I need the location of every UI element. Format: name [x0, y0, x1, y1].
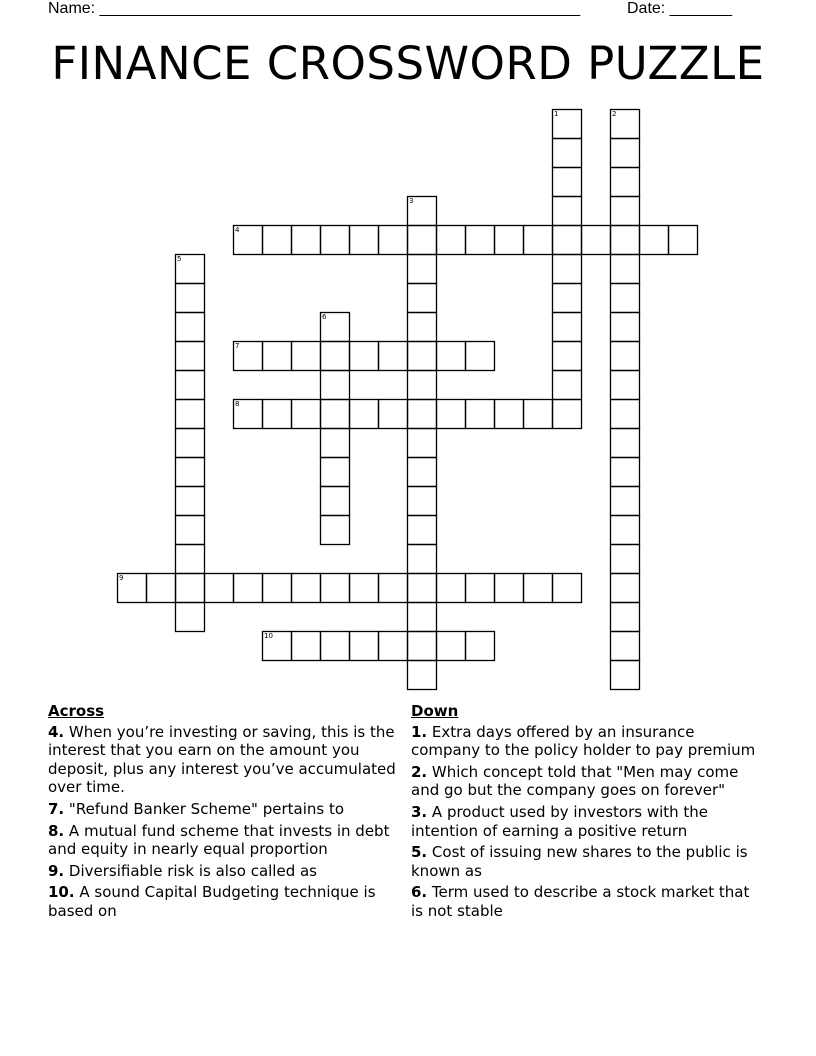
clue-number: 3. — [411, 802, 428, 821]
cell-border — [379, 226, 408, 255]
clue-number-label: 8 — [235, 400, 240, 408]
clue-number-label: 9 — [119, 574, 124, 582]
cell-border — [611, 516, 640, 545]
clue-number-label: 6 — [322, 313, 327, 321]
cell-border — [611, 226, 640, 255]
cell-border — [321, 400, 350, 429]
cell-border — [379, 400, 408, 429]
cell-border — [611, 255, 640, 284]
cell-border — [147, 574, 176, 603]
clue-down-6 — [411, 883, 756, 920]
cell-border — [611, 342, 640, 371]
cell-border — [408, 313, 437, 342]
clue-across-7 — [48, 800, 408, 819]
cell-border — [611, 545, 640, 574]
cell-border — [292, 574, 321, 603]
cell-border — [234, 226, 263, 255]
cell-border — [524, 400, 553, 429]
cell-border — [321, 342, 350, 371]
cell-border — [466, 400, 495, 429]
cell-border — [321, 487, 350, 516]
cell-border — [553, 226, 582, 255]
clue-text: Diversifiable risk is also called as — [68, 861, 317, 880]
cell-border — [263, 632, 292, 661]
cell-border — [553, 371, 582, 400]
cell-border — [466, 574, 495, 603]
clue-down-2 — [411, 763, 756, 800]
cell-border — [118, 574, 147, 603]
cell-border — [321, 458, 350, 487]
cell-border — [553, 197, 582, 226]
cell-border — [611, 574, 640, 603]
cell-border — [553, 313, 582, 342]
cell-border — [437, 632, 466, 661]
cell-border — [408, 342, 437, 371]
cell-border — [437, 342, 466, 371]
cell-border — [553, 255, 582, 284]
cell-border — [350, 400, 379, 429]
cell-border — [524, 226, 553, 255]
cell-border — [379, 342, 408, 371]
cell-border — [408, 487, 437, 516]
cell-border — [176, 516, 205, 545]
cell-border — [611, 487, 640, 516]
clue-across-9 — [48, 862, 408, 881]
cell-border — [408, 545, 437, 574]
cell-border — [234, 574, 263, 603]
cell-border — [466, 342, 495, 371]
cell-border — [495, 400, 524, 429]
cell-border — [437, 400, 466, 429]
clue-across-10 — [48, 883, 408, 920]
cell-border — [321, 429, 350, 458]
cell-border — [553, 168, 582, 197]
cell-border — [408, 197, 437, 226]
cell-border — [176, 255, 205, 284]
cell-border — [408, 429, 437, 458]
cell-border — [495, 226, 524, 255]
cell-border — [350, 632, 379, 661]
cell-border — [292, 226, 321, 255]
cell-border — [524, 574, 553, 603]
cell-border — [321, 226, 350, 255]
cell-border — [611, 313, 640, 342]
cell-border — [553, 342, 582, 371]
clue-text: A mutual fund scheme that invests in debt and equity in nearly equal proportion — [48, 821, 390, 859]
cell-border — [553, 110, 582, 139]
cell-border — [495, 574, 524, 603]
cell-border — [292, 400, 321, 429]
clue-number: 10. — [48, 883, 75, 902]
clue-text: A product used by investors with the intention of earning a positive return — [411, 802, 709, 840]
cell-border — [292, 342, 321, 371]
cell-border — [466, 226, 495, 255]
cell-border — [176, 284, 205, 313]
cell-border — [408, 632, 437, 661]
clue-text: Term used to describe a stock market that is not stable — [411, 883, 750, 920]
cell-border — [437, 226, 466, 255]
cell-border — [408, 226, 437, 255]
cell-border — [408, 574, 437, 603]
clue-number-label: 1 — [554, 110, 559, 118]
cell-border — [611, 661, 640, 690]
clue-across-8 — [48, 822, 408, 859]
clue-number: 8. — [48, 821, 65, 840]
clue-number: 7. — [48, 799, 65, 818]
clue-number-label: 10 — [264, 632, 273, 640]
cell-border — [321, 516, 350, 545]
clue-across-4 — [48, 723, 408, 797]
clue-number: 9. — [48, 861, 65, 880]
cell-border — [176, 371, 205, 400]
cell-border — [611, 284, 640, 313]
down-clues — [411, 702, 756, 924]
name-line: Name: ______________________________________________________ — [48, 0, 581, 17]
cell-border — [263, 574, 292, 603]
cell-border — [611, 110, 640, 139]
cell-border — [263, 226, 292, 255]
cell-border — [234, 400, 263, 429]
clue-number-label: 3 — [409, 197, 414, 205]
cell-border — [321, 574, 350, 603]
cell-border — [205, 574, 234, 603]
cell-border — [408, 661, 437, 690]
cell-border — [611, 168, 640, 197]
cell-border — [640, 226, 669, 255]
cell-border — [611, 458, 640, 487]
cell-border — [379, 632, 408, 661]
cell-border — [263, 400, 292, 429]
cell-border — [263, 342, 292, 371]
cell-border — [321, 371, 350, 400]
cell-border — [553, 574, 582, 603]
cell-border — [176, 400, 205, 429]
cell-border — [292, 632, 321, 661]
across-heading: Across — [48, 702, 105, 720]
cell-border — [408, 371, 437, 400]
clue-down-3 — [411, 803, 756, 840]
cell-border — [176, 458, 205, 487]
clue-text: Which concept told that "Men may come and go but the company goes on forever" — [411, 762, 739, 800]
cell-border — [611, 197, 640, 226]
cell-border — [669, 226, 698, 255]
cell-border — [611, 603, 640, 632]
clue-number: 1. — [411, 722, 428, 741]
cell-border — [234, 342, 263, 371]
clue-text: When you’re investing or saving, this is the interest that you earn on the amount you deposit, plus any interest you’ve accumulated over time. — [48, 722, 396, 797]
cell-border — [176, 545, 205, 574]
cell-border — [553, 400, 582, 429]
clue-number-label: 4 — [235, 226, 240, 234]
clue-number: 2. — [411, 762, 428, 781]
cell-border — [611, 400, 640, 429]
cell-border — [176, 574, 205, 603]
cell-border — [350, 226, 379, 255]
puzzle-title: FINANCE CROSSWORD PUZZLE — [51, 37, 765, 90]
cell-border — [350, 342, 379, 371]
cell-border — [321, 632, 350, 661]
clue-number: 4. — [48, 722, 65, 741]
date-line: Date: _______ — [627, 0, 732, 17]
cell-border — [379, 574, 408, 603]
cell-border — [466, 632, 495, 661]
clue-text: Extra days offered by an insurance company to the policy holder to pay premium — [411, 722, 756, 760]
across-clues — [48, 702, 408, 924]
clue-text: "Refund Banker Scheme" pertains to — [68, 799, 345, 818]
cell-border — [408, 516, 437, 545]
clue-down-5 — [411, 843, 756, 880]
clue-number: 6. — [411, 883, 428, 902]
cell-border — [611, 139, 640, 168]
cell-border — [408, 458, 437, 487]
cell-border — [611, 632, 640, 661]
cell-border — [176, 603, 205, 632]
clue-number-label: 5 — [177, 255, 182, 263]
cell-border — [408, 603, 437, 632]
cell-border — [553, 139, 582, 168]
cell-border — [611, 371, 640, 400]
clue-text: A sound Capital Budgeting technique is based on — [48, 883, 376, 920]
cell-border — [582, 226, 611, 255]
cell-border — [408, 284, 437, 313]
down-heading: Down — [411, 702, 459, 720]
clue-number: 5. — [411, 843, 428, 862]
cell-border — [321, 313, 350, 342]
cell-border — [350, 574, 379, 603]
cell-border — [611, 429, 640, 458]
cell-border — [553, 284, 582, 313]
cell-border — [176, 342, 205, 371]
clue-text: Cost of issuing new shares to the public is known as — [411, 843, 748, 880]
cell-border — [408, 255, 437, 284]
clue-number-label: 7 — [235, 342, 240, 350]
cell-border — [176, 487, 205, 516]
cell-border — [437, 574, 466, 603]
clue-down-1 — [411, 723, 756, 760]
clue-number-label: 2 — [612, 110, 617, 118]
cell-border — [176, 429, 205, 458]
cell-border — [408, 400, 437, 429]
cell-border — [176, 313, 205, 342]
